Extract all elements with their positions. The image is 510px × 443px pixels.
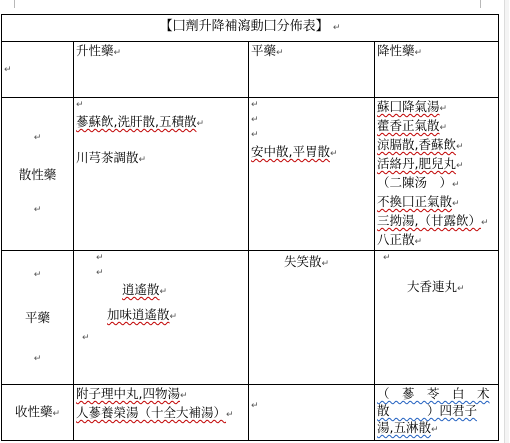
row-label-neutral: 平藥 [24, 310, 50, 325]
row-label-cell [2, 98, 74, 251]
formula-text: （ 蔘 苓 白 术 [377, 386, 490, 401]
header-row [2, 42, 499, 98]
paragraph-mark: ↵ [33, 270, 42, 280]
row-neutral [2, 251, 499, 385]
header-downward-cell [375, 42, 499, 98]
formula-text: （二陳汤 ）↵ [377, 175, 460, 190]
paragraph-mark: ↵ [33, 132, 42, 143]
header-neutral: 平藥 [251, 43, 277, 58]
paragraph-mark: ↵ [251, 401, 259, 411]
formula-text: 失笑散↵ [284, 254, 330, 269]
formula-text: 藿香正氣散↵ [377, 118, 448, 133]
vertical-scrollbar[interactable] [504, 0, 509, 443]
scatter-upward-cell [74, 98, 249, 251]
scatter-neutral-cell [249, 98, 375, 251]
formula-text: 蘇囗降氣湯↵ [377, 99, 448, 114]
neutral-neutral-cell [249, 251, 375, 385]
formula-text: 人蔘養榮湯（十全大補湯）↵ [76, 405, 234, 420]
neutral-downward-cell [375, 251, 499, 385]
header-neutral-cell [249, 42, 375, 98]
header-upward-cell [74, 42, 249, 98]
page-corner-mark-right [480, 0, 489, 8]
formula-text: 逍遙散↵ [122, 282, 168, 297]
formula-text: 湯,五淋散↵ [377, 420, 439, 435]
table-title-row [2, 15, 499, 42]
formula-text: 不換囗正氣散↵ [377, 194, 460, 209]
formula-text: 安中散,平胃散↵ [251, 144, 338, 159]
row-label-cell: 收性藥↵ [2, 385, 74, 441]
paragraph-mark: ↵ [4, 65, 12, 75]
paragraph-mark: ↵ [82, 333, 90, 343]
paragraph-mark: ↵ [383, 253, 391, 263]
neutral-upward-cell [74, 251, 249, 385]
header-downward: 降性藥 [377, 43, 415, 58]
formula-text: 加味逍遙散↵ [107, 307, 178, 322]
paragraph-mark: ↵ [251, 115, 259, 125]
header-corner-cell [2, 42, 74, 98]
paragraph-mark: ↵ [251, 130, 259, 140]
formula-text: 活絡丹,肥兒丸↵ [377, 156, 464, 171]
formula-text: 涼膈散,香蘇飲↵ [377, 137, 464, 152]
paragraph-mark: ↵ [251, 100, 259, 110]
paragraph-mark: ↵ [76, 100, 84, 110]
paragraph-mark: ↵ [113, 48, 122, 58]
paragraph-mark: ↵ [33, 354, 42, 364]
formula-distribution-table [1, 14, 499, 441]
formula-text: 大香連丸↵ [407, 279, 465, 294]
formula-text: 八正散↵ [377, 232, 423, 247]
paragraph-mark: ↵ [96, 268, 104, 278]
row-label-scatter: 散性藥 [18, 166, 57, 182]
paragraph-mark: ↵ [414, 48, 423, 58]
paragraph-mark: ↵ [276, 48, 284, 58]
astringe-downward-cell [375, 385, 499, 441]
formula-text: 川芎茶調散↵ [76, 150, 147, 165]
paragraph-mark: ↵ [332, 23, 341, 33]
row-astringe [2, 385, 499, 441]
paragraph-mark: ↵ [33, 204, 42, 215]
row-scatter [2, 98, 499, 251]
formula-text: 三拗湯,（甘露飲）↵ [377, 213, 489, 228]
table-title-cell [2, 15, 499, 42]
scatter-downward-cell [375, 98, 499, 251]
table-title: 【囗劑升降補瀉動囗分佈表】 [159, 19, 329, 34]
header-upward: 升性藥 [76, 43, 114, 58]
formula-text: 蔘蘇飲,洗肝散,五積散↵ [76, 114, 204, 129]
row-label-astringe: 收性藥 [14, 404, 53, 419]
formula-text: 附子理中丸,四物湯↵ [76, 386, 188, 401]
astringe-neutral-cell [249, 385, 375, 441]
astringe-upward-cell [74, 385, 249, 441]
paragraph-mark: ↵ [96, 253, 104, 263]
row-label-cell [2, 251, 74, 385]
page-corner-mark-left [6, 0, 15, 8]
formula-text: 散 ）四君子 [377, 403, 478, 418]
